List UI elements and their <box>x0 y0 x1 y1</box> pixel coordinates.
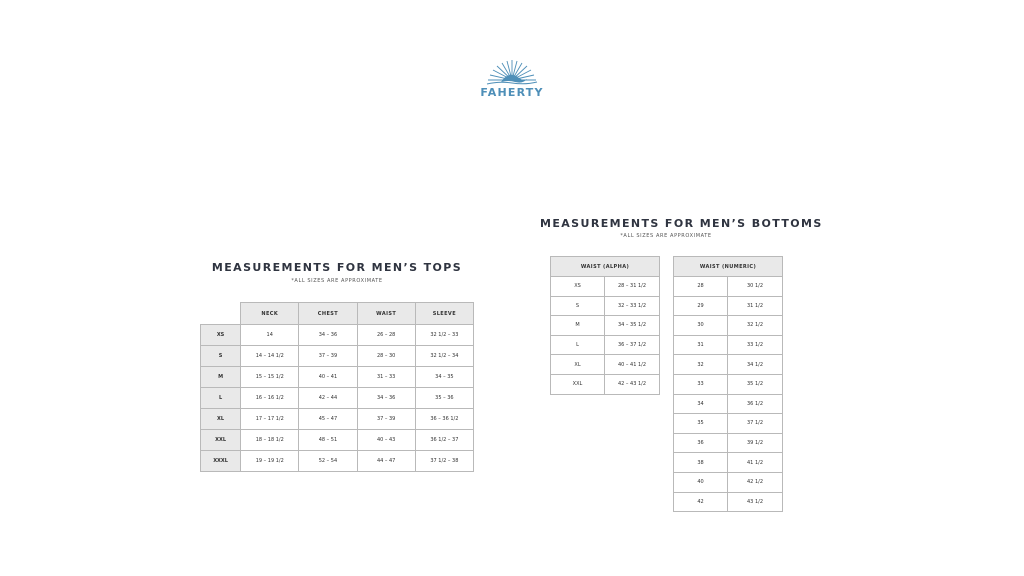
table-row <box>201 409 474 430</box>
table-row <box>201 451 474 472</box>
table-cell: 35 – 36 <box>415 388 473 409</box>
table-cell: 28 – 30 <box>357 346 415 367</box>
table-row <box>551 296 660 316</box>
table-row <box>674 492 783 512</box>
table-cell: 34 – 36 <box>357 388 415 409</box>
table-row <box>551 335 660 355</box>
table-cell: 40 – 43 <box>357 430 415 451</box>
table-cell: 41 1/2 <box>728 453 783 473</box>
brand-wordmark: FAHERTY <box>480 86 544 99</box>
tops-header-row <box>201 303 474 325</box>
size-label: XS <box>551 277 605 297</box>
table-cell: 32 – 33 1/2 <box>605 296 660 316</box>
table-row <box>674 374 783 394</box>
table-row <box>201 346 474 367</box>
bottoms-title: MEASUREMENTS FOR MEN’S BOTTOMS <box>540 217 823 230</box>
column-header-waist-numeric: WAIST (NUMERIC) <box>674 257 783 277</box>
size-label: XL <box>201 409 241 430</box>
table-cell: 18 – 18 1/2 <box>241 430 299 451</box>
size-label: S <box>551 296 605 316</box>
table-cell: 43 1/2 <box>728 492 783 512</box>
table-row <box>551 316 660 336</box>
size-label: XL <box>551 355 605 375</box>
table-cell: 37 – 39 <box>357 409 415 430</box>
size-label: 28 <box>674 277 728 297</box>
sunburst-wave-icon <box>485 58 539 88</box>
table-cell: 30 1/2 <box>728 277 783 297</box>
table-cell: 34 – 35 <box>415 367 473 388</box>
size-label: 35 <box>674 414 728 434</box>
size-label: S <box>201 346 241 367</box>
bottoms-note: *ALL SIZES ARE APPROXIMATE <box>620 233 712 239</box>
table-row <box>674 296 783 316</box>
size-label: XXL <box>201 430 241 451</box>
size-label: L <box>201 388 241 409</box>
size-label: L <box>551 335 605 355</box>
table-cell: 52 – 54 <box>299 451 357 472</box>
table-cell: 36 1/2 – 37 <box>415 430 473 451</box>
table-cell: 16 – 16 1/2 <box>241 388 299 409</box>
table-cell: 33 1/2 <box>728 335 783 355</box>
corner-cell <box>201 303 241 325</box>
table-cell: 15 – 15 1/2 <box>241 367 299 388</box>
table-cell: 37 1/2 <box>728 414 783 434</box>
table-cell: 32 1/2 <box>728 316 783 336</box>
table-row <box>201 430 474 451</box>
column-header-waist-alpha: WAIST (ALPHA) <box>551 257 660 277</box>
size-label: 32 <box>674 355 728 375</box>
table-cell: 14 <box>241 325 299 346</box>
table-cell: 34 – 36 <box>299 325 357 346</box>
brand-logo <box>478 58 546 104</box>
table-row <box>674 335 783 355</box>
table-cell: 17 – 17 1/2 <box>241 409 299 430</box>
table-row <box>674 472 783 492</box>
table-row <box>201 325 474 346</box>
size-label: M <box>201 367 241 388</box>
table-cell: 36 – 37 1/2 <box>605 335 660 355</box>
table-cell: 14 – 14 1/2 <box>241 346 299 367</box>
table-cell: 34 – 35 1/2 <box>605 316 660 336</box>
table-row <box>674 355 783 375</box>
table-cell: 37 – 39 <box>299 346 357 367</box>
table-cell: 36 – 36 1/2 <box>415 409 473 430</box>
column-header-neck: NECK <box>241 303 299 325</box>
size-label: 38 <box>674 453 728 473</box>
tops-note: *ALL SIZES ARE APPROXIMATE <box>291 278 383 284</box>
size-label: 34 <box>674 394 728 414</box>
table-cell: 48 – 51 <box>299 430 357 451</box>
table-row <box>674 433 783 453</box>
table-cell: 35 1/2 <box>728 374 783 394</box>
size-label: M <box>551 316 605 336</box>
column-header-sleeve: SLEEVE <box>415 303 473 325</box>
size-label: XXXL <box>201 451 241 472</box>
table-row <box>674 414 783 434</box>
size-label: XS <box>201 325 241 346</box>
table-row <box>551 355 660 375</box>
table-cell: 40 – 41 <box>299 367 357 388</box>
table-cell: 40 – 41 1/2 <box>605 355 660 375</box>
table-row <box>201 367 474 388</box>
table-cell: 42 1/2 <box>728 472 783 492</box>
table-cell: 26 – 28 <box>357 325 415 346</box>
table-cell: 32 1/2 – 34 <box>415 346 473 367</box>
table-cell: 19 – 19 1/2 <box>241 451 299 472</box>
column-header-waist: WAIST <box>357 303 415 325</box>
size-label: 33 <box>674 374 728 394</box>
table-cell: 36 1/2 <box>728 394 783 414</box>
table-row <box>674 453 783 473</box>
table-cell: 34 1/2 <box>728 355 783 375</box>
size-label: XXL <box>551 374 605 394</box>
table-row <box>551 277 660 297</box>
table-cell: 28 – 31 1/2 <box>605 277 660 297</box>
table-row <box>674 277 783 297</box>
size-label: 40 <box>674 472 728 492</box>
table-row <box>674 394 783 414</box>
size-label: 29 <box>674 296 728 316</box>
table-cell: 42 – 44 <box>299 388 357 409</box>
size-label: 30 <box>674 316 728 336</box>
table-row <box>674 316 783 336</box>
table-cell: 32 1/2 – 33 <box>415 325 473 346</box>
table-row <box>551 374 660 394</box>
bottoms-alpha-table <box>550 256 660 395</box>
table-cell: 39 1/2 <box>728 433 783 453</box>
table-cell: 44 – 47 <box>357 451 415 472</box>
size-label: 42 <box>674 492 728 512</box>
table-cell: 31 – 33 <box>357 367 415 388</box>
size-label: 31 <box>674 335 728 355</box>
table-row <box>201 388 474 409</box>
table-cell: 42 – 43 1/2 <box>605 374 660 394</box>
column-header-chest: CHEST <box>299 303 357 325</box>
tops-title: MEASUREMENTS FOR MEN’S TOPS <box>211 261 463 274</box>
tops-size-table <box>200 302 474 472</box>
table-cell: 37 1/2 – 38 <box>415 451 473 472</box>
table-cell: 31 1/2 <box>728 296 783 316</box>
table-cell: 45 – 47 <box>299 409 357 430</box>
size-label: 36 <box>674 433 728 453</box>
bottoms-numeric-table <box>673 256 783 512</box>
